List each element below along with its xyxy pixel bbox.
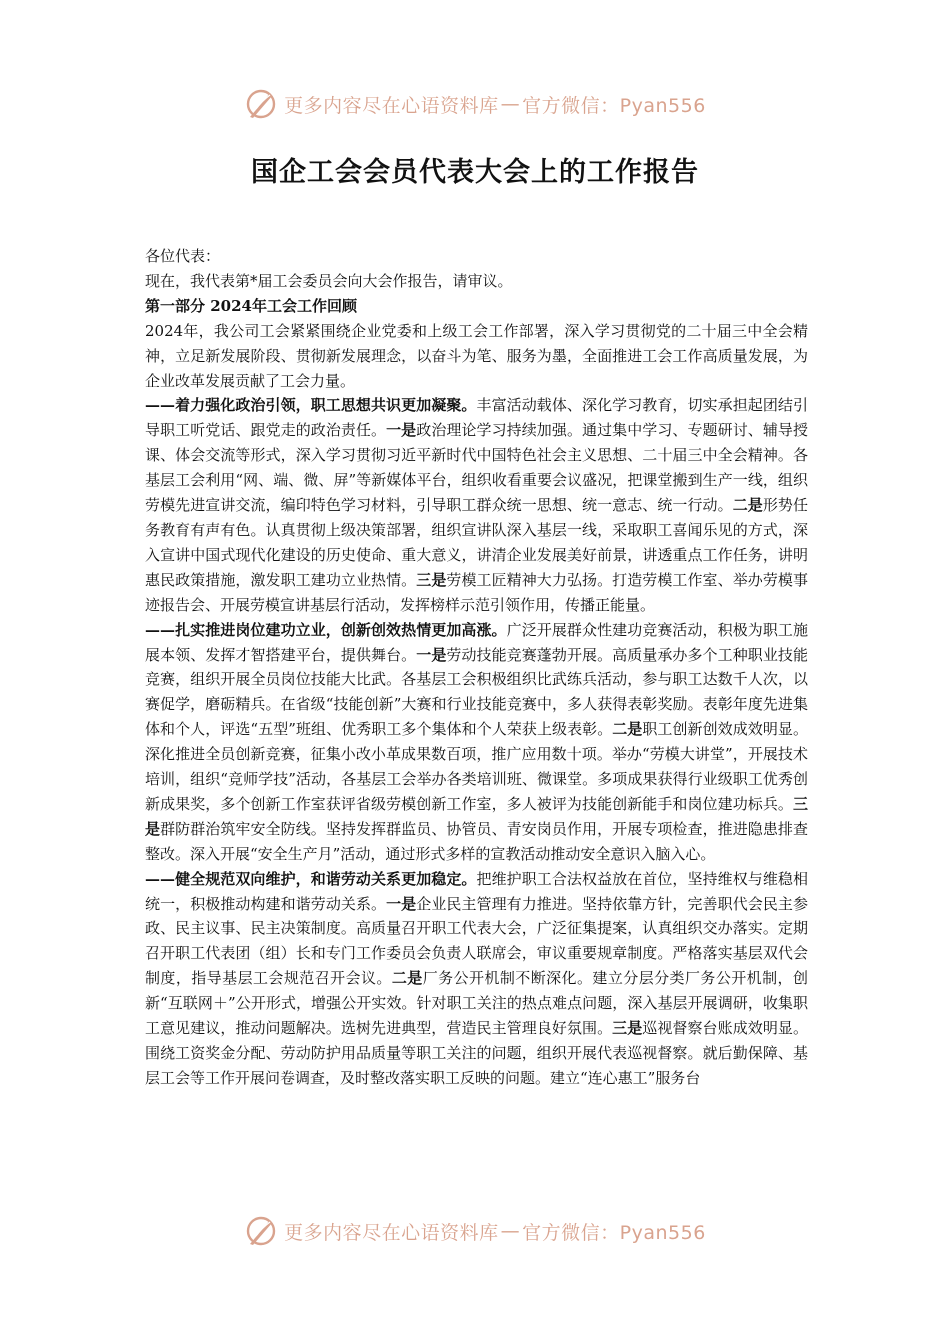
part-paragraph [145, 393, 808, 617]
item-text: 形势任务教育有声有色。认真贯彻上级决策部署，组织宣讲队深入基层一线，采取职工喜闻乐见的方式，深入宣讲中国式现代化建设的历史使命、重大意义，讲清企业发展美好前景，讲透重点工作任务，讲明惠民政策措施，激发职工建功立业热情。 [145, 496, 808, 589]
item-marker: 二是 [391, 969, 423, 988]
item-marker: 三是 [145, 794, 808, 838]
watermark-site: 更多内容尽在心语资料库 [284, 94, 499, 117]
item-text: 劳模工匠精神大力弘扬。打造劳模工作室、举办劳模事迹报告会、开展劳模宣讲基层行活动，发挥榜样示范引领作用，传播正能量。 [145, 570, 808, 614]
watermark-site: 更多内容尽在心语资料库 [284, 1221, 499, 1244]
item-marker: 二是 [612, 720, 643, 739]
quill-logo-icon [244, 87, 278, 121]
watermark-wechat: 官方微信：Pyan556 [522, 1221, 706, 1244]
intro-paragraph: 现在，我代表第*届工会委员会向大会作报告，请审议。 [145, 271, 513, 290]
salutation: 各位代表： [145, 247, 221, 265]
watermark-dash: — [500, 93, 521, 115]
item-text: 群防群治筑牢安全防线。坚持发挥群监员、协管员、青安岗员作用，开展专项检查，推进隐患排查整改。深入开展“安全生产月”活动，通过形式多样的宣教活动推动安全意识入脑入心。 [145, 819, 808, 863]
item-marker: 一是 [416, 645, 447, 664]
section-heading: 第一部分 2024年工会工作回顾 [145, 296, 357, 315]
item-marker: 三是 [416, 570, 447, 589]
overview-paragraph: 2024年，我公司工会紧紧围绕企业党委和上级工会工作部署，深入学习贯彻党的二十届三中全会精神，立足新发展阶段、贯彻新发展理念，以奋斗为笔、服务为墨，全面推进工会工作高质量发展，为企业改革发展贡献了工会力量。 [145, 321, 808, 390]
document-body [145, 244, 808, 1091]
item-text: 劳动技能竞赛蓬勃开展。高质量承办多个工种职业技能竞赛，组织开展全员岗位技能大比武。各基层工会积极组织比武练兵活动，参与职工达数千人次，以赛促学，磨砺精兵。在省级“技能创新”大赛和行业技能竞赛中，多人获得表彰奖励。表彰年度先进集体和个人，评选“五型”班组、优秀职工多个集体和个人荣获上级表彰。 [145, 645, 808, 739]
watermark-wechat: 官方微信：Pyan556 [522, 94, 706, 117]
watermark-banner-bottom [0, 1211, 950, 1251]
watermark-banner-top [0, 84, 950, 124]
part-lead: 丰富活动载体、深化学习教育，切实承担起团结引导职工听党话、跟党走的政治责任。 [145, 396, 808, 440]
item-marker: 二是 [732, 496, 763, 515]
part-paragraph [145, 618, 808, 867]
item-text: 巡视督察台账成效明显。围绕工资奖金分配、劳动防护用品质量等职工关注的问题，组织开展代表巡视督察。就后勤保障、基层工会等工作开展问卷调查，及时整改落实职工反映的问题。建立“连心惠工”服务台 [145, 1019, 808, 1087]
part-paragraph [145, 867, 808, 1091]
part-lead: 把维护职工合法权益放在首位，坚持维权与维稳相统一，积极推动构建和谐劳动关系。 [145, 869, 808, 913]
part-heading: ——扎实推进岗位建功立业，创新创效热情更加高涨。 [145, 620, 507, 639]
watermark-dash: — [500, 1220, 521, 1242]
item-text: 企业民主管理有力推进。坚持依靠方针，完善职代会民主参政、民主议事、民主决策制度。高质量召开职工代表大会，广泛征集提案，认真组织交办落实。定期召开职工代表团（组）长和专门工作委员会负责人联席会，审议重要规章制度。严格落实基层双代会制度，指导基层工会规范召开会议。 [145, 894, 808, 988]
part-lead: 广泛开展群众性建功竞赛活动，积极为职工施展本领、发挥才智搭建平台，提供舞台。 [145, 620, 808, 664]
item-text: 职工创新创效成效明显。深化推进全员创新竞赛，征集小改小革成果数百项，推广应用数十项。举办“劳模大讲堂”，开展技术培训，组织“竞师学技”活动，各基层工会举办各类培训班、微课堂。多项成果获得行业级职工优秀创新成果奖，多个创新工作室获评省级劳模创新工作室，多人被评为技能创新能手和岗位建功标兵。 [145, 720, 808, 813]
item-marker: 一是 [386, 894, 417, 913]
item-text: 厂务公开机制不断深化。建立分层分类厂务公开机制，创新“互联网＋”公开形式，增强公开实效。针对职工关注的热点难点问题，深入基层开展调研，收集职工意见建议，推动问题解决。选树先进典型，营造民主管理良好氛围。 [145, 969, 808, 1038]
item-marker: 三是 [612, 1019, 643, 1038]
item-text: 政治理论学习持续加强。通过集中学习、专题研讨、辅导授课、体会交流等形式，深入学习贯彻习近平新时代中国特色社会主义思想、二十届三中全会精神。各基层工会利用“网、端、微、屏”等新媒体平台，组织收看重要会议盛况，把课堂搬到生产一线，组织劳模先进宣讲交流，编印特色学习材料，引导职工群众统一思想、统一意志、统一行动。 [145, 421, 808, 515]
document-title: 国企工会会员代表大会上的工作报告 [251, 157, 699, 188]
item-marker: 一是 [386, 421, 417, 440]
quill-logo-icon [244, 1214, 278, 1248]
part-heading: ——健全规范双向维护，和谐劳动关系更加稳定。 [145, 869, 477, 888]
part-heading: ——着力强化政治引领，职工思想共识更加凝聚。 [145, 396, 477, 415]
